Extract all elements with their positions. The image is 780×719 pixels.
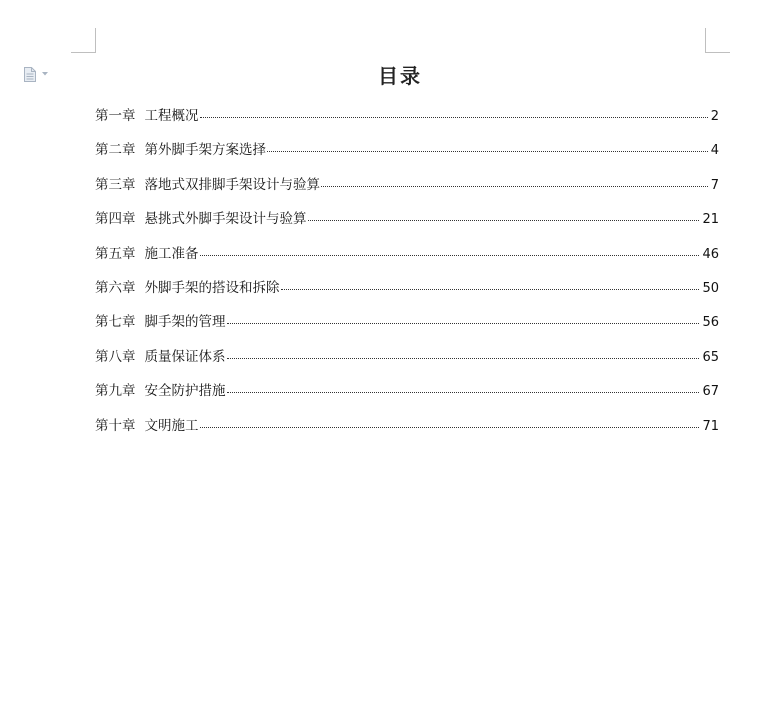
toc-dot-leader — [200, 255, 700, 256]
toc-entry[interactable] — [95, 242, 719, 276]
toc-dot-leader — [308, 220, 700, 221]
toc-entry-title: 文明施工 — [144, 417, 199, 434]
toc-dot-leader — [321, 186, 708, 187]
toc-chapter-label: 第七章 — [95, 314, 136, 331]
toc-page-number: 56 — [702, 315, 719, 331]
toc-entry[interactable] — [95, 379, 719, 413]
toc-entry-title: 悬挑式外脚手架设计与验算 — [144, 211, 307, 228]
toc-page-number: 2 — [710, 109, 719, 124]
toc-page-number: 21 — [702, 212, 719, 228]
toc-entry[interactable] — [95, 414, 719, 448]
toc-dot-leader — [227, 392, 700, 393]
toc-chapter-label: 第二章 — [95, 142, 136, 159]
toc-entry-title: 脚手架的管理 — [144, 314, 226, 331]
crop-mark-top-left — [71, 28, 96, 53]
toc-entry[interactable] — [95, 138, 719, 172]
toc-page-number: 7 — [710, 177, 719, 193]
toc-chapter-label: 第一章 — [95, 108, 136, 124]
toc-chapter-label: 第六章 — [95, 279, 136, 296]
toc-page-number: 4 — [710, 143, 719, 159]
toc-entry-title: 施工准备 — [144, 245, 199, 262]
toc-page-number: 46 — [702, 246, 719, 262]
toc-chapter-label: 第五章 — [95, 245, 136, 262]
toc-page-number: 65 — [702, 349, 719, 365]
toc-entry[interactable] — [95, 310, 719, 344]
toc-chapter-label: 第八章 — [95, 348, 136, 365]
toc-dot-leader — [200, 117, 708, 118]
toc-dot-leader — [267, 151, 708, 152]
toc-entry-title: 质量保证体系 — [144, 348, 226, 365]
toc-entry-title: 外脚手架的搭设和拆除 — [144, 279, 280, 296]
toc-chapter-label: 第九章 — [95, 383, 136, 400]
toc-chapter-label: 第四章 — [95, 211, 136, 228]
toc-entry-title: 工程概况 — [144, 108, 199, 124]
toc-dot-leader — [227, 323, 700, 324]
toc-dot-leader — [200, 427, 700, 428]
toc-dot-leader — [227, 358, 700, 359]
toc-chapter-label: 第十章 — [95, 417, 136, 434]
toc-entry[interactable] — [95, 173, 719, 207]
toc-chapter-label: 第三章 — [95, 176, 136, 193]
toc-title: 目录 — [378, 64, 422, 88]
toc-entry[interactable] — [95, 276, 719, 310]
toc-entry-title: 落地式双排脚手架设计与验算 — [144, 176, 320, 193]
toc-list — [95, 104, 719, 448]
toc-page-number: 67 — [702, 384, 719, 400]
toc-page-number: 50 — [702, 280, 719, 296]
toc-page-number: 71 — [702, 418, 719, 434]
toc-entry[interactable] — [95, 345, 719, 379]
toc-entry-title: 第外脚手架方案选择 — [144, 142, 266, 159]
toc-entry-title: 安全防护措施 — [144, 383, 226, 400]
toc-entry[interactable] — [95, 207, 719, 241]
toc-dot-leader — [281, 289, 700, 290]
crop-mark-top-right — [705, 28, 730, 53]
toc-entry[interactable] — [95, 104, 719, 138]
